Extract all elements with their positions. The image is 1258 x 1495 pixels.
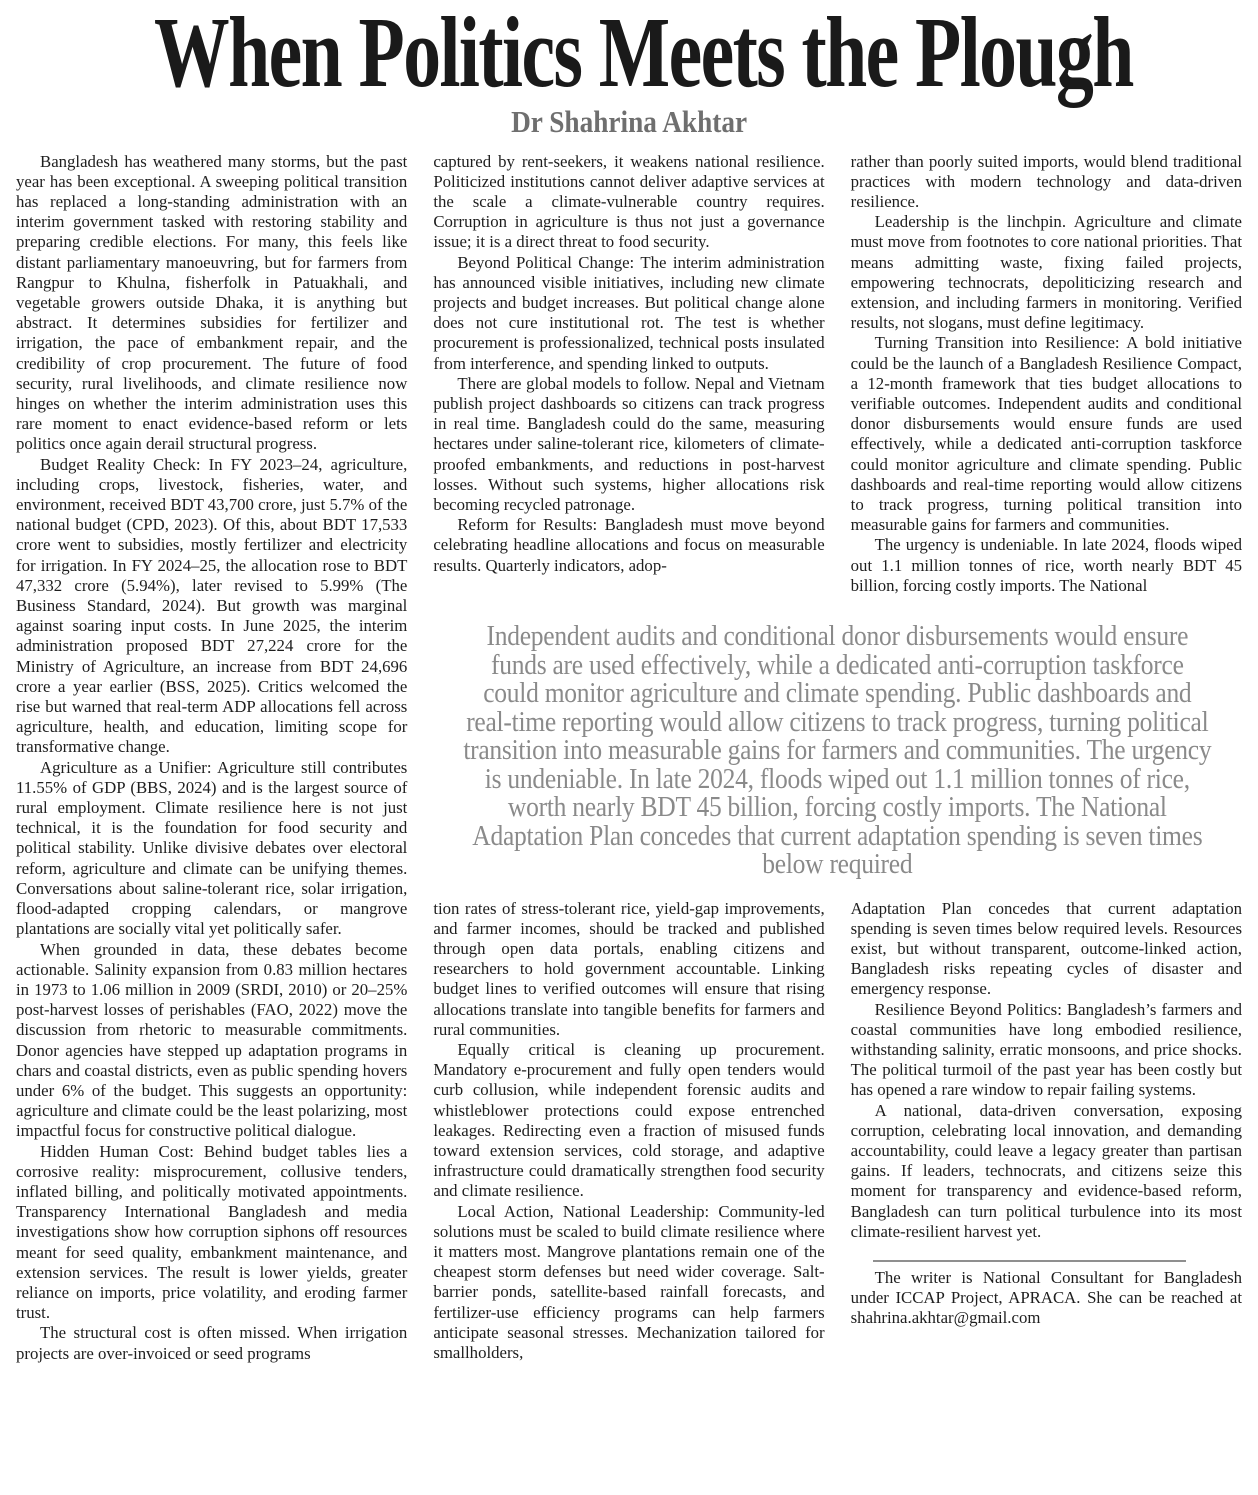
- article-paragraph: Hidden Human Cost: Behind budget tables lies a corrosive reality: misprocurement, collusive tenders, inflated billing, and politically motivated appointments. Transparency International Bangladesh and media investigations show how corruption siphons off resources meant for seed quality, embankment maintenance, and extension services. The result is lower yields, greater reliance on imports, price volatility, and eroding farmer trust.: [16, 1141, 408, 1323]
- article-paragraph: Budget Reality Check: In FY 2023–24, agriculture, including crops, livestock, fisheries, water, and environment, received BDT 43,700 crore, just 5.7% of the national budget (CPD, 2023). Of this, about BDT 17,533 crore went to subsidies, mostly fertilizer and electricity for irrigation. In FY 2024–25, the allocation rose to BDT 47,332 crore (5.94%), later revised to 5.99% (The Business Standard, 2024). But growth was marginal against soaring input costs. In June 2025, the interim administration proposed BDT 27,224 crore for the Ministry of Agriculture, an increase from BDT 24,696 crore a year earlier (BSS, 2025). Critics welcomed the rise but warned that real-term ADP allocations fell across agriculture, health, and education, limiting scope for transformative change.: [16, 454, 408, 757]
- author-footnote: [851, 1260, 1242, 1329]
- article-paragraph: When grounded in data, these debates become actionable. Salinity expansion from 0.83 million hectares in 1973 to 1.06 million in 2009 (SRDI, 2010) or 20–25% post-harvest losses of perishables (FAO, 2022) move the discussion from rhetoric to measurable commitments. Donor agencies have stepped up adaptation programs in chars and coastal districts, even as public spending hovers under 6% of the budget. This suggests an opportunity: agriculture and climate could be the least polarizing, most impactful focus for constructive political dialogue.: [16, 939, 408, 1141]
- headline-text: When Politics Meets the Plough: [154, 0, 1133, 108]
- column-1: [16, 152, 407, 1364]
- article-paragraph: Equally critical is cleaning up procurement. Mandatory e-procurement and fully open tenders would curb collusion, while independent forensic audits and whistleblower protections could expose entrenched leakages. Redirecting even a fraction of misused funds toward extension services, cold storage, and adaptive infrastructure could dramatically strengthen food security and climate resilience.: [433, 1039, 825, 1201]
- column-2-bottom: [433, 899, 824, 1364]
- article-paragraph: The structural cost is often missed. When irrigation projects are over-invoiced or seed programs: [16, 1323, 408, 1363]
- column-3-bottom: [851, 899, 1242, 1364]
- footnote-text: The writer is National Consultant for Bangladesh under ICCAP Project, APRACA. She can be reached at shahrina.akhtar@gmail.com: [850, 1268, 1242, 1328]
- article-body: [16, 152, 1242, 1364]
- article-paragraph: Leadership is the linchpin. Agriculture and climate must move from footnotes to core national priorities. That means admitting waste, fixing failed projects, empowering technocrats, depoliticizing research and extension, and including farmers in monitoring. Verified results, not slogans, must define legitimacy.: [850, 212, 1242, 333]
- pull-quote: [433, 596, 1242, 899]
- article-paragraph: Local Action, National Leadership: Community-led solutions must be scaled to build climate resilience where it matters most. Mangrove plantations remain one of the cheapest storm defenses but need wider coverage. Salt-barrier ponds, satellite-based rainfall forecasts, and fertilizer-use efficiency programs can help farmers anticipate seasonal stresses. Mechanization tailored for smallholders,: [433, 1201, 825, 1363]
- article-paragraph: Adaptation Plan concedes that current adaptation spending is seven times below required levels. Resources exist, but without transparent, outcome-linked action, Bangladesh risks repeating cycles of disaster and emergency response.: [850, 898, 1242, 999]
- article-paragraph: rather than poorly suited imports, would blend traditional practices with modern technology and data-driven resilience.: [850, 151, 1242, 211]
- article-paragraph: Bangladesh has weathered many storms, but the past year has been exceptional. A sweeping political transition has replaced a long-standing administration with an interim government tasked with restoring stability and preparing credible elections. For many, this feels like distant parliamentary manoeuvring, but for farmers from Rangpur to Khulna, fisherfolk in Patuakhali, and vegetable growers outside Dhaka, it is anything but abstract. It determines subsidies for fertilizer and irrigation, the pace of embankment repair, and the credibility of crop procurement. The future of food security, rural livelihoods, and climate resilience now hinges on whether the interim administration uses this rare moment to enact evidence-based reform or lets politics once again derail structural progress.: [16, 151, 408, 454]
- article-header: [16, 0, 1242, 140]
- article-paragraph: Turning Transition into Resilience: A bold initiative could be the launch of a Bangladesh Resilience Compact, a 12-month framework that ties budget allocations to verifiable outcomes. Independent audits and conditional donor disbursements would ensure funds are used effectively, while a dedicated anti-corruption taskforce could monitor agriculture and climate spending. Public dashboards and real-time reporting would allow citizens to track progress, turning political transition into measurable gains for farmers and communities.: [850, 333, 1242, 535]
- footnote-divider: [873, 1260, 1186, 1262]
- byline: [16, 104, 1242, 140]
- pull-quote-text: Independent audits and conditional donor disbursements would ensure funds are used effectively, while a dedicated anti-corruption taskforce could monitor agriculture and climate spending. Public dashboards and real-time reporting would allow citizens to track progress, turning political transition into measurable gains for farmers and communities. The urgency is undeniable. In late 2024, floods wiped out 1.1 million tonnes of rice, worth nearly BDT 45 billion, forcing costly imports. The National Adaptation Plan concedes that current adaptation spending is seven times below required: [463, 620, 1212, 881]
- article-paragraph: There are global models to follow. Nepal and Vietnam publish project dashboards so citizens can track progress in real time. Bangladesh could do the same, measuring hectares under saline-tolerant rice, kilometers of climate-proofed embankments, and reductions in post-harvest losses. Without such systems, higher allocations risk becoming recycled patronage.: [433, 373, 825, 515]
- column-3-top: [851, 152, 1242, 596]
- article-paragraph: The urgency is undeniable. In late 2024, floods wiped out 1.1 million tonnes of rice, worth nearly BDT 45 billion, forcing costly imports. The National: [850, 535, 1242, 595]
- headline: [16, 0, 1242, 108]
- article-paragraph: Reform for Results: Bangladesh must move beyond celebrating headline allocations and focus on measurable results. Quarterly indicators, adop-: [433, 515, 825, 575]
- article-paragraph: captured by rent-seekers, it weakens national resilience. Politicized institutions cannot deliver adaptive services at the scale a climate-vulnerable country requires. Corruption in agriculture is thus not just a governance issue; it is a direct threat to food security.: [433, 151, 825, 252]
- article-paragraph: Resilience Beyond Politics: Bangladesh’s farmers and coastal communities have long embodied resilience, withstanding salinity, erratic monsoons, and price shocks. The political turmoil of the past year has been costly but has opened a rare window to repair failing systems.: [850, 999, 1242, 1100]
- article-paragraph: A national, data-driven conversation, exposing corruption, celebrating local innovation, and demanding accountability, could leave a legacy greater than partisan gains. If leaders, technocrats, and citizens seize this moment for transparency and evidence-based reform, Bangladesh can turn political turbulence into its most climate-resilient harvest yet.: [850, 1100, 1242, 1241]
- article-paragraph: tion rates of stress-tolerant rice, yield-gap improvements, and farmer incomes, should be tracked and published through open data portals, enabling citizens and researchers to hold government accountable. Linking budget lines to verified outcomes will ensure that rising allocations translate into tangible benefits for farmers and rural communities.: [433, 898, 825, 1039]
- article-paragraph: Agriculture as a Unifier: Agriculture still contributes 11.55% of GDP (BBS, 2024) and is the largest source of rural employment. Climate resilience here is not just technical, it is the foundation for food security and political stability. Unlike divisive debates over electoral reform, agriculture and climate can be unifying themes. Conversations about saline-tolerant rice, solar irrigation, flood-adapted cropping calendars, or mangrove plantations are socially vital yet politically safer.: [16, 757, 408, 939]
- byline-text: Dr Shahrina Akhtar: [510, 103, 747, 139]
- column-3-bottom-paragraphs: [851, 899, 1242, 1242]
- article-paragraph: Beyond Political Change: The interim administration has announced visible initiatives, including new climate projects and budget increases. But political change alone does not cure institutional rot. The test is whether procurement is professionalized, technical posts insulated from interference, and spending linked to outputs.: [433, 252, 825, 373]
- column-2-top: [433, 152, 824, 596]
